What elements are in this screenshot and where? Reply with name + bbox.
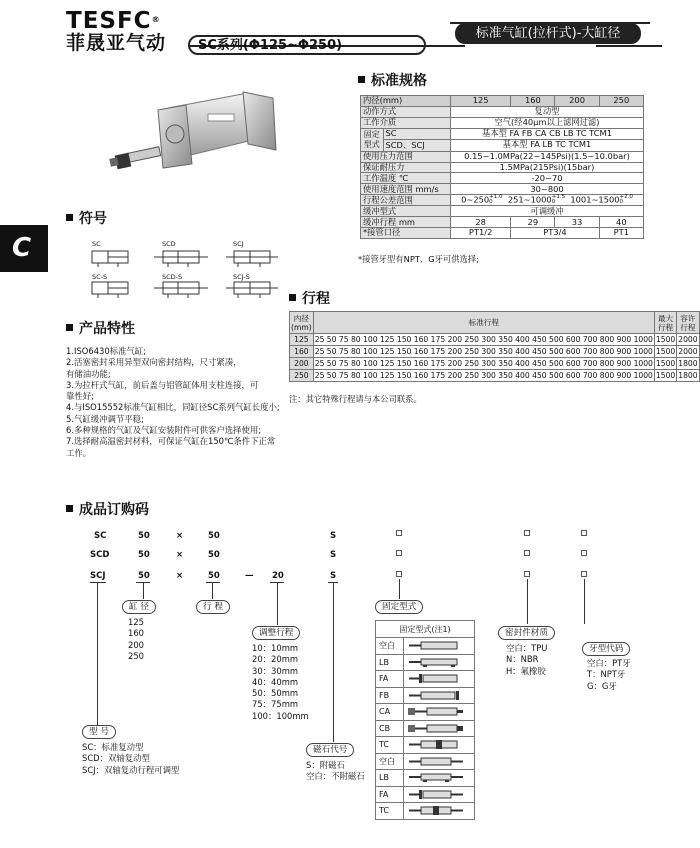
magnet-values	[306, 760, 365, 783]
feature-item: 5.气缸缓冲调节平稳;	[66, 413, 144, 424]
cylinder-fa-icon	[407, 674, 465, 683]
spec-label: *接管口径	[361, 228, 451, 239]
spec-row	[361, 195, 644, 206]
stroke-note: 注：其它特殊行程请与本公司联系。	[289, 394, 422, 404]
code-slot	[581, 530, 587, 536]
stroke-row	[290, 334, 700, 346]
order-stroke: 50	[208, 531, 220, 541]
stroke-std: 25 50 75 80 100 125 150 160 175 200 250 300 350 400 450 500 600 700 800 900 1000	[314, 335, 653, 344]
order-magnet: S	[330, 531, 337, 541]
mount-code: 空白	[376, 638, 404, 655]
bore-value: 250	[128, 650, 144, 661]
feature-item: 7.选择耐高温密封材料，可保证气缸在150℃条件下正常	[66, 436, 276, 447]
thread-value: T：NPT牙	[587, 669, 626, 680]
symbol-label: SC	[92, 240, 101, 248]
mount-figure	[404, 671, 475, 688]
spec-value: 1.5MPa(215Psi)(15bar)	[451, 162, 644, 173]
spec-table	[360, 95, 644, 239]
spec-row	[361, 228, 644, 239]
stroke-header-row	[290, 312, 700, 334]
mount-figure	[404, 720, 475, 737]
adj-stroke-label-box: 调整行程	[252, 626, 300, 640]
symbol-label: SCJ	[233, 240, 244, 248]
pneumatic-symbol-icons	[88, 249, 288, 299]
spec-value-tolerance: 0~250 +1.0 0 251~1000 +1.5 0 1001~1500 +2.0 0	[451, 195, 644, 206]
bullet-square-icon	[289, 294, 296, 301]
spec-row	[361, 162, 644, 173]
mount-figure	[404, 803, 475, 820]
order-times: ×	[176, 531, 184, 541]
stroke-allow: 1800	[678, 359, 698, 368]
feature-item: 3.为拉杆式气缸，前后盖与铝管缸体用支柱连接，可	[66, 379, 259, 390]
mount-code: FA	[376, 671, 404, 688]
adj-value: 20：20mm	[252, 654, 299, 665]
mount-code: CA	[376, 704, 404, 721]
stroke-row	[290, 370, 700, 382]
cylinder-cb-icon	[407, 724, 465, 733]
bullet-square-icon	[66, 214, 73, 221]
stroke-allow: 2000	[678, 335, 698, 344]
mount-label-box: 固定型式	[375, 600, 423, 614]
thread-values	[587, 658, 631, 692]
spec-value: PT3/4	[511, 228, 599, 239]
stroke-std: 25 50 75 80 100 125 150 160 175 200 250 300 350 400 450 500 600 700 800 900 1000	[314, 371, 653, 380]
code-slot	[396, 550, 402, 556]
stroke-head: 最大行程	[654, 312, 676, 334]
spec-label: 动作方式	[361, 106, 451, 117]
spec-row	[361, 106, 644, 117]
mount-code: TC	[376, 803, 404, 820]
spec-value: 33	[555, 217, 599, 228]
spec-head-250: 250	[599, 96, 643, 107]
connector-line	[97, 583, 98, 728]
brand-logo: TESFC®	[66, 8, 161, 34]
mount-figure	[404, 737, 475, 754]
cylinder-double-rod-tc-icon	[407, 806, 465, 815]
spec-value: PT1/2	[451, 228, 511, 239]
features-list	[66, 346, 281, 459]
spec-row	[361, 206, 644, 217]
spec-value: -20~70	[451, 173, 644, 184]
bore-value: 125	[128, 617, 144, 627]
stroke-bore: 200	[290, 358, 314, 370]
mount-code: LB	[376, 654, 404, 671]
order-bore: 50	[138, 531, 150, 541]
seal-label-box: 密封件材质	[498, 626, 555, 640]
symbol-label: SCD-S	[162, 273, 183, 281]
order-model: SC	[94, 531, 107, 541]
seal-values	[506, 643, 547, 677]
magnet-label-box: 磁石代号	[306, 743, 354, 757]
bullet-square-icon	[66, 505, 73, 512]
cylinder-product-image	[108, 88, 288, 196]
thread-label-box: 牙型代码	[582, 642, 630, 656]
bore-values	[128, 617, 144, 662]
connector-line	[143, 583, 144, 599]
connector-line	[399, 579, 400, 599]
code-slot	[396, 571, 402, 577]
header-rule-right	[596, 45, 662, 47]
code-slot	[396, 530, 402, 536]
code-slot	[524, 550, 530, 556]
order-stroke: 50	[208, 550, 220, 560]
seal-value: 空白：TPU	[506, 643, 548, 653]
order-model: SCD	[90, 550, 110, 560]
spec-label: 工作介质	[361, 117, 451, 128]
spec-note: *接管牙型有NPT、G牙可供选择;	[358, 254, 479, 264]
series-title: SC系列(Φ125~Φ250)	[188, 35, 426, 55]
spec-label: 使用速度范围 mm/s	[361, 184, 451, 195]
stroke-bore: 125	[290, 334, 314, 346]
adj-value: 40：40mm	[252, 676, 299, 687]
spec-row	[361, 184, 644, 195]
magnet-value: 空白：不附磁石	[306, 771, 365, 782]
order-stroke: 50	[208, 571, 220, 581]
stroke-allow: 2000	[678, 347, 698, 356]
spec-value: 30~800	[451, 184, 644, 195]
mount-figure	[404, 687, 475, 704]
spec-value: 基本型 FA LB TC TCM1	[502, 138, 592, 149]
spec-label: 缓冲型式	[361, 206, 451, 217]
order-model: SCJ	[90, 571, 106, 581]
adj-stroke-values	[252, 643, 309, 722]
spec-value: 空气(经40μm以上滤网过滤)	[451, 117, 644, 128]
underline	[90, 582, 106, 583]
symbol-label: SCJ-S	[233, 273, 250, 281]
cylinder-double-rod-fa-icon	[407, 790, 465, 799]
spec-label: 保证耐压力	[361, 162, 451, 173]
spec-label-mount	[361, 128, 451, 151]
connector-line	[212, 583, 213, 599]
cylinder-ca-icon	[407, 707, 465, 716]
mount-code: 空白	[376, 753, 404, 770]
cylinder-tc-icon	[407, 740, 465, 749]
cylinder-double-rod-icon	[407, 757, 465, 766]
stroke-max: 1500	[655, 347, 676, 356]
spec-sublabel: SCD、SCJ	[385, 139, 425, 150]
bore-value: 200	[128, 639, 144, 650]
cylinder-lb-icon	[407, 658, 465, 667]
seal-value: H：氟橡胶	[506, 665, 546, 676]
stroke-row	[290, 346, 700, 358]
stroke-table	[289, 311, 700, 382]
spec-value-mount	[451, 128, 644, 151]
magnet-value: S：附磁石	[306, 760, 345, 770]
stroke-max: 1500	[655, 371, 676, 380]
stroke-head: 内径(mm)	[291, 313, 312, 332]
order-title: 成品订购码	[66, 502, 149, 518]
section-tab-c: C	[0, 225, 48, 272]
spec-label: 缓冲行程 mm	[361, 217, 451, 228]
feature-item: 2.活塞密封采用异型双向密封结构，尺寸紧凑，	[66, 357, 242, 368]
spec-head-160: 160	[511, 96, 555, 107]
registered-mark: ®	[151, 15, 161, 24]
features-title: 产品特性	[66, 321, 135, 337]
mount-code: CB	[376, 720, 404, 737]
feature-item: 1.ISO6430标准气缸;	[66, 346, 147, 356]
stroke-std: 25 50 75 80 100 125 150 160 175 200 250 300 350 400 450 500 600 700 800 900 1000	[314, 347, 653, 356]
spec-sublabel: SC	[383, 129, 450, 140]
feature-item: 靠性好;	[66, 391, 94, 402]
order-times: ×	[176, 571, 184, 581]
code-slot	[581, 571, 587, 577]
stroke-max: 1500	[655, 359, 676, 368]
seal-value: N：NBR	[506, 654, 539, 665]
order-times: ×	[176, 550, 184, 560]
bore-value: 160	[128, 628, 144, 639]
spec-label: 行程公差范围	[361, 195, 451, 206]
spec-value: 28	[451, 217, 511, 228]
spec-label: 工作温度 ℃	[361, 173, 451, 184]
spec-row	[361, 217, 644, 228]
spec-value: 29	[511, 217, 555, 228]
mount-code: LB	[376, 770, 404, 787]
order-bore: 50	[138, 550, 150, 560]
spec-row	[361, 117, 644, 128]
spec-head-125: 125	[451, 96, 511, 107]
feature-item: 有储油功能;	[66, 368, 111, 379]
mount-figure	[404, 786, 475, 803]
category-badge: 标准气缸(拉杆式)-大缸径	[455, 23, 641, 44]
mount-code: FA	[376, 786, 404, 803]
spec-title: 标准规格	[358, 73, 427, 89]
spec-label: 使用压力范围	[361, 151, 451, 162]
code-slot	[524, 530, 530, 536]
stroke-allow: 1800	[678, 371, 698, 380]
stroke-row	[290, 358, 700, 370]
mount-type-table	[375, 620, 475, 820]
connector-line	[584, 579, 585, 624]
adj-value: 50：50mm	[252, 688, 299, 699]
bullet-square-icon	[66, 324, 73, 331]
stroke-bore: 250	[290, 370, 314, 382]
order-dash: —	[245, 571, 254, 581]
mount-figure	[404, 654, 475, 671]
symbol-label: SC-S	[92, 273, 108, 281]
feature-item: 6.多种规格的气缸及气缸安装附件可供客户选择使用;	[66, 425, 262, 436]
model-value: SC：标准复动型	[82, 742, 144, 752]
cylinder-double-rod-lb-icon	[407, 773, 465, 782]
spec-value: 复动型	[451, 106, 644, 117]
code-slot	[524, 571, 530, 577]
spec-header-row	[361, 96, 644, 107]
model-value: SCJ：双轴复动行程可调型	[82, 764, 180, 775]
mount-code: FB	[376, 687, 404, 704]
mount-table-head: 固定型式(注1)	[376, 621, 475, 638]
stroke-bore: 160	[290, 346, 314, 358]
bullet-square-icon	[358, 76, 365, 83]
brand-chinese-name: 菲晟亚气动	[66, 32, 167, 54]
model-value: SCD：双轴复动型	[82, 753, 150, 764]
spec-value: 可调缓冲	[451, 206, 644, 217]
code-slot	[581, 550, 587, 556]
cylinder-basic-icon	[407, 641, 465, 650]
order-magnet: S	[330, 571, 337, 581]
thread-value: G：G牙	[587, 680, 617, 691]
adj-value: 10：10mm	[252, 643, 299, 653]
order-adj: 20	[272, 571, 284, 581]
spec-value: 0.15~1.0MPa(22~145Psi)(1.5~10.0bar)	[451, 151, 644, 162]
cylinder-fb-icon	[407, 691, 465, 700]
adj-value: 100：100mm	[252, 710, 309, 721]
stroke-max: 1500	[655, 335, 676, 344]
spec-label: 固定型式	[361, 129, 383, 151]
stroke-head: 标准行程	[313, 312, 654, 334]
symbols-title: 符号	[66, 211, 107, 227]
mount-figure	[404, 753, 475, 770]
spec-value: 基本型 FA FB CA CB LB TC TCM1	[451, 129, 643, 140]
stroke-label-box: 行 程	[196, 600, 230, 614]
adj-value: 75：75mm	[252, 699, 299, 710]
order-magnet: S	[330, 550, 337, 560]
mount-figure	[404, 770, 475, 787]
thread-value: 空白：PT牙	[587, 658, 631, 668]
spec-head-bore: 内径(mm)	[361, 96, 451, 107]
bore-label-box: 缸 径	[122, 600, 156, 614]
mount-code: TC	[376, 737, 404, 754]
stroke-title: 行程	[289, 291, 330, 307]
model-label-box: 型 号	[82, 725, 116, 739]
spec-row	[361, 151, 644, 162]
connector-line	[277, 583, 278, 625]
mount-figure	[404, 704, 475, 721]
adj-value: 30：30mm	[252, 665, 299, 676]
underline	[206, 582, 220, 583]
spec-row	[361, 128, 644, 151]
spec-row	[361, 173, 644, 184]
order-bore: 50	[138, 571, 150, 581]
model-values	[82, 742, 179, 776]
connector-line	[527, 579, 528, 624]
spec-value: 40	[599, 217, 643, 228]
symbol-label: SCD	[162, 240, 176, 248]
connector-line	[333, 583, 334, 742]
mount-figure	[404, 638, 475, 655]
feature-item: 工作。	[66, 447, 92, 458]
feature-item: 4.与ISO15552标准气缸相比，同缸径SC系列气缸长度小;	[66, 402, 280, 413]
spec-head-200: 200	[555, 96, 599, 107]
stroke-std: 25 50 75 80 100 125 150 160 175 200 250 300 350 400 450 500 600 700 800 900 1000	[314, 359, 653, 368]
stroke-head: 容许行程	[677, 312, 699, 334]
spec-value: PT1	[599, 228, 643, 239]
